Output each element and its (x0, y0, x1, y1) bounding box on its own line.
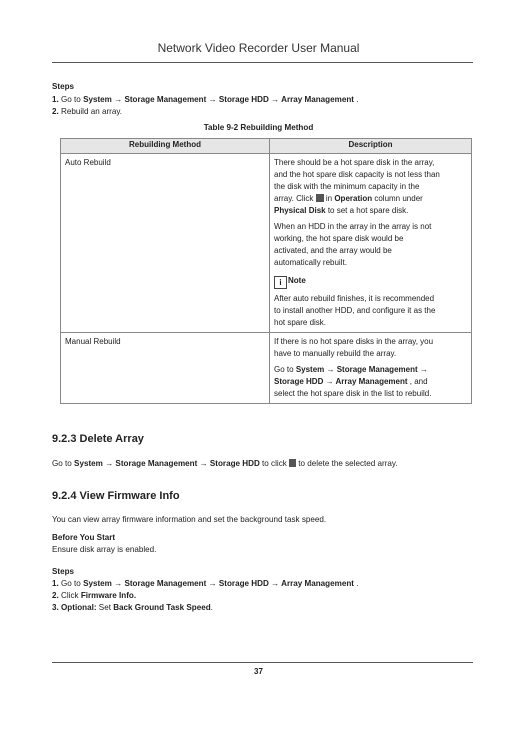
description-cell (270, 333, 472, 404)
firmware-intro: You can view array firmware information and set the background task speed. (52, 515, 327, 524)
delete-icon (289, 459, 296, 467)
edit-icon (316, 194, 324, 202)
page-header: Network Video Recorder User Manual (157, 41, 360, 55)
table-header-row (61, 139, 472, 154)
steps-heading: Steps (52, 82, 75, 91)
steps-heading: Steps (52, 567, 75, 576)
note-icon: i (274, 276, 287, 289)
table-caption: Table 9-2 Rebuilding Method (203, 123, 314, 132)
section-title-delete-array: 9.2.3 Delete Array (52, 433, 144, 445)
step-1: 1. Go to System → Storage Management → Storage HDD → Array Management . (52, 95, 359, 104)
page-number: 37 (254, 667, 263, 676)
step-2: 2. Rebuild an array. (52, 107, 123, 116)
header-divider (52, 62, 473, 63)
method-cell: Auto Rebuild (61, 154, 270, 333)
description-paragraph: When an HDD in the array in the array is not working, the hot spare disk would be activated, and the array would be automatically rebuilt. (274, 222, 432, 267)
delete-array-text: Go to System → Storage Management → Storage HDD to click to delete the selected array. (52, 459, 398, 468)
rebuilding-method-table (60, 138, 472, 404)
description-paragraph: There should be a hot spare disk in the array, and the hot spare disk capacity is not less than the disk with the minimum capacity in the array. Click in Operation column under Physical Disk to set a hot spare disk. (274, 158, 440, 215)
column-header-method: Rebuilding Method (61, 139, 270, 154)
before-you-start-heading: Before You Start (52, 533, 116, 542)
step-1: 1. Go to System → Storage Management → Storage HDD → Array Management . (52, 579, 359, 588)
before-you-start-text: Ensure disk array is enabled. (52, 545, 157, 554)
description-paragraph: Go to System → Storage Management → Storage HDD → Array Management , and select the hot spare disk in the list to rebuild. (274, 365, 432, 398)
table-row (61, 154, 472, 333)
description-paragraph: If there is no hot spare disks in the array, you have to manually rebuild the array. (274, 337, 434, 358)
section-title-firmware-info: 9.2.4 View Firmware Info (52, 490, 180, 502)
step-3: 3. Optional: Set Back Ground Task Speed. (52, 603, 213, 612)
note-text: After auto rebuild finishes, it is recommended to install another HDD, and configure it as the hot spare disk. (274, 294, 436, 327)
step-2: 2. Click Firmware Info. (52, 591, 137, 600)
method-cell: Manual Rebuild (61, 333, 270, 404)
column-header-description: Description (270, 139, 472, 154)
note-heading: i Note (274, 275, 467, 289)
table-row (61, 333, 472, 404)
footer-divider (52, 662, 473, 663)
description-cell (270, 154, 472, 333)
